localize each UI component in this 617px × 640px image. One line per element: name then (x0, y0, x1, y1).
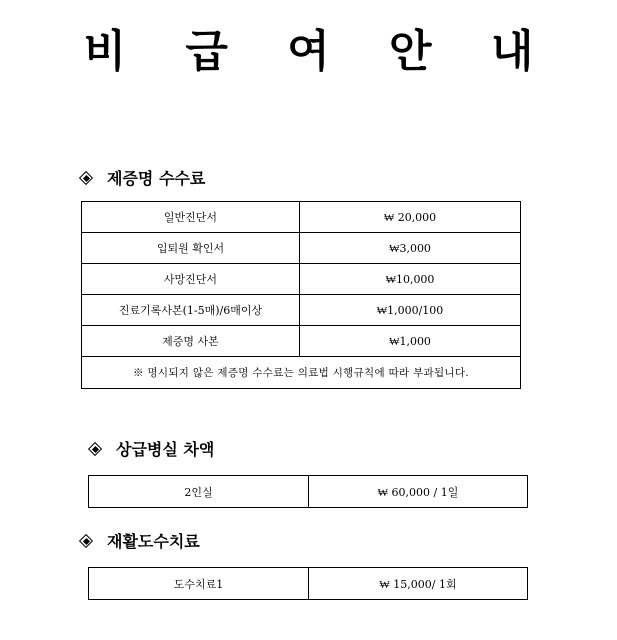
table-row (82, 326, 521, 357)
page-title: 비 급 여 안 내 (83, 26, 556, 77)
fee-amount-cell: ₩ 60,000 / 1일 (309, 476, 528, 508)
room-difference-heading (88, 440, 214, 460)
fee-item-cell: 일반진단서 (82, 202, 300, 233)
fee-item-cell: 2인실 (89, 476, 309, 508)
manual-therapy-table (88, 567, 528, 600)
fee-note: ※ 명시되지 않은 제증명 수수료는 의료법 시행규칙에 따라 부과됩니다. (82, 357, 521, 389)
room-difference-table (88, 475, 528, 508)
fee-item-cell: 도수치료1 (89, 568, 309, 600)
fee-amount-cell: ₩10,000 (300, 264, 521, 295)
fee-amount-cell: ₩1,000 (300, 326, 521, 357)
table-row (82, 357, 521, 389)
table-row (89, 568, 528, 600)
certificate-fees-heading (79, 169, 205, 189)
table-row (82, 233, 521, 264)
table-row (82, 202, 521, 233)
table-row (82, 295, 521, 326)
fee-amount-cell: ₩1,000/100 (300, 295, 521, 326)
fee-amount-cell: ₩3,000 (300, 233, 521, 264)
fee-amount-cell: ₩ 20,000 (300, 202, 521, 233)
diamond-bullet-icon (79, 171, 95, 187)
fee-item-cell: 진료기록사본(1-5매)/6매이상 (82, 295, 300, 326)
certificate-fees-table (81, 201, 521, 389)
manual-therapy-heading-text: 재활도수치료 (107, 532, 200, 551)
fee-item-cell: 입퇴원 확인서 (82, 233, 300, 264)
fee-item-cell: 사망진단서 (82, 264, 300, 295)
diamond-bullet-icon (79, 534, 95, 550)
certificate-fees-heading-text: 제증명 수수료 (107, 169, 206, 188)
fee-item-cell: 제증명 사본 (82, 326, 300, 357)
room-difference-heading-text: 상급병실 차액 (116, 440, 215, 459)
fee-amount-cell: ₩ 15,000/ 1회 (309, 568, 528, 600)
manual-therapy-heading (79, 532, 200, 552)
table-row (89, 476, 528, 508)
diamond-bullet-icon (88, 442, 104, 458)
table-row (82, 264, 521, 295)
